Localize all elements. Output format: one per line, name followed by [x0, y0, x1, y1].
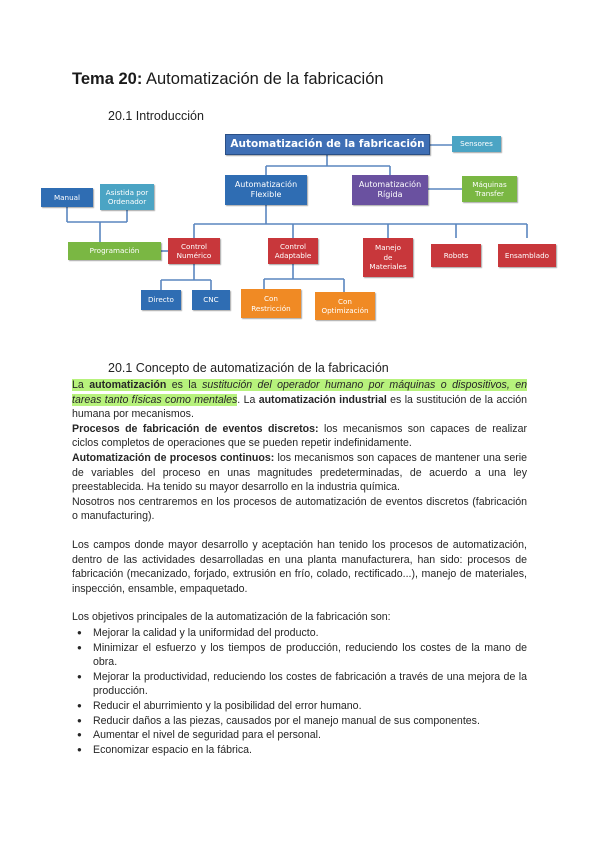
- con-optimizacion-line-2: Optimización: [321, 306, 369, 315]
- diagram-ensamblado-box: Ensamblado: [498, 244, 556, 267]
- diagram-manual-box: Manual: [41, 188, 93, 207]
- list-item: ● Mejorar la calidad y la uniformidad del producto.: [72, 626, 527, 641]
- control-numerico-line-1: Control: [181, 241, 207, 251]
- list-item: ● Minimizar el esfuerzo y los tiempos de producción, reduciendo los costes de la mano de obra.: [72, 641, 527, 670]
- maquinas-line-2: Transfer: [475, 189, 504, 198]
- paragraph-campos: Los campos donde mayor desarrollo y aceptación han tenido los procesos de automatización, dentro de las actividades desarrolladas en una planta manufacturera, han sido: procesos de fabricación (mecanizado, forjado, extrusión en frío, colado, rectificado...), manejo de materiales, inspección, ensamble, empaquetado.: [72, 538, 527, 595]
- diagram-con-restriccion-box: [241, 289, 301, 318]
- diagram-cnc-box: CNC: [192, 290, 230, 310]
- diagram-rigida-box: [352, 175, 428, 205]
- asistida-line-2: Ordenador: [107, 197, 147, 206]
- con-restriccion-line-1: Con: [264, 294, 278, 304]
- diagram-sensores-box: Sensores: [452, 136, 501, 152]
- asistida-line-1: Asistida por: [105, 187, 149, 197]
- diagram-programacion-box: Programación: [68, 242, 161, 260]
- p1-text-c: es la: [166, 379, 203, 391]
- p1-text-a: La: [72, 379, 90, 391]
- control-adaptable-line-1: Control: [280, 241, 306, 251]
- diagram-maquinas-box: [462, 176, 517, 202]
- control-numerico-line-2: Numérico: [176, 251, 212, 260]
- p1-definition-italic: sustitución del operador humano por máquinas o dispositivos, en tareas tanto físicas como mentales: [72, 379, 528, 406]
- p2-text: los mecanismos son capaces de realizar ciclos completos de operaciones que se pueden repetir indefinidamente.: [72, 422, 527, 450]
- diagram-manejo-box: [363, 238, 413, 277]
- manejo-line-1: Manejo: [375, 243, 401, 253]
- flexible-line-2: Flexible: [250, 190, 282, 199]
- diagram-con-optimizacion-box: [315, 292, 375, 320]
- diagram-control-adaptable-box: [268, 238, 318, 264]
- list-item: ● Reducir daños a las piezas, causados por el manejo manual de sus componentes.: [72, 714, 527, 729]
- diagram-flexible-box: [225, 175, 307, 205]
- section-heading-concept: 20.1 Concepto de automatización de la fabricación: [108, 361, 389, 375]
- p1-term-industrial: automatización industrial: [258, 393, 387, 406]
- con-restriccion-line-2: Restricción: [251, 303, 291, 313]
- maquinas-line-1: Máquinas: [472, 179, 507, 189]
- diagram-root-box: Automatización de la fabricación: [225, 134, 430, 155]
- objectives-list: [72, 626, 527, 757]
- manejo-line-3: Materiales: [369, 262, 407, 272]
- diagram-asistida-box: [100, 184, 154, 210]
- body-text: [72, 378, 527, 625]
- section-heading-intro: 20.1 Introducción: [108, 109, 204, 123]
- diagram-robots-box: Robots: [431, 244, 481, 267]
- list-item: ● Mejorar la productividad, reduciendo los costes de fabricación a través de una mejora de la producción.: [72, 670, 527, 699]
- p1-text-g: es la sustitución de la acción humana por mecanismos.: [72, 393, 527, 421]
- diagram-control-numerico-box: [168, 238, 220, 264]
- list-item: ● Aumentar el nivel de seguridad para el personal.: [72, 728, 527, 743]
- manejo-line-2: de: [383, 252, 393, 262]
- p3-term: Automatización de procesos continuos:: [72, 451, 275, 464]
- p1-term-automatizacion: automatización: [89, 379, 167, 391]
- tema-number: Tema 20:: [72, 70, 143, 88]
- paragraph-eventos-discretos: [72, 422, 527, 451]
- list-item: ● Reducir el aburrimiento y la posibilidad del error humano.: [72, 699, 527, 714]
- flexible-line-1: Automatización: [234, 179, 298, 189]
- diagram-directo-box: Directo: [141, 290, 181, 310]
- paragraph-nosotros: Nosotros nos centraremos en los procesos de automatización de eventos discretos (fabricación o manufacturing).: [72, 495, 527, 523]
- con-optimizacion-line-1: Con: [338, 296, 352, 306]
- paragraph-objetivos-intro: Los objetivos principales de la automatización de la fabricación son:: [72, 611, 391, 624]
- p3-text: los mecanismos son capaces de mantener una serie de variables del proceso en unas magnitudes predeterminadas, de acuerdo a una ley preestablecida. Ha tenido su mayor desarrollo en la industria química.: [72, 451, 528, 494]
- rigida-line-2: Rígida: [377, 190, 403, 199]
- control-adaptable-line-2: Adaptable: [274, 251, 312, 260]
- paragraph-definition: [72, 378, 527, 422]
- p2-term: Procesos de fabricación de eventos discretos:: [72, 422, 319, 435]
- p1-text-e: . La: [237, 393, 259, 406]
- list-item: ● Economizar espacio en la fábrica.: [72, 743, 527, 758]
- rigida-line-1: Automatización: [358, 179, 422, 189]
- tema-title: Automatización de la fabricación: [146, 70, 384, 88]
- paragraph-procesos-continuos: [72, 451, 527, 495]
